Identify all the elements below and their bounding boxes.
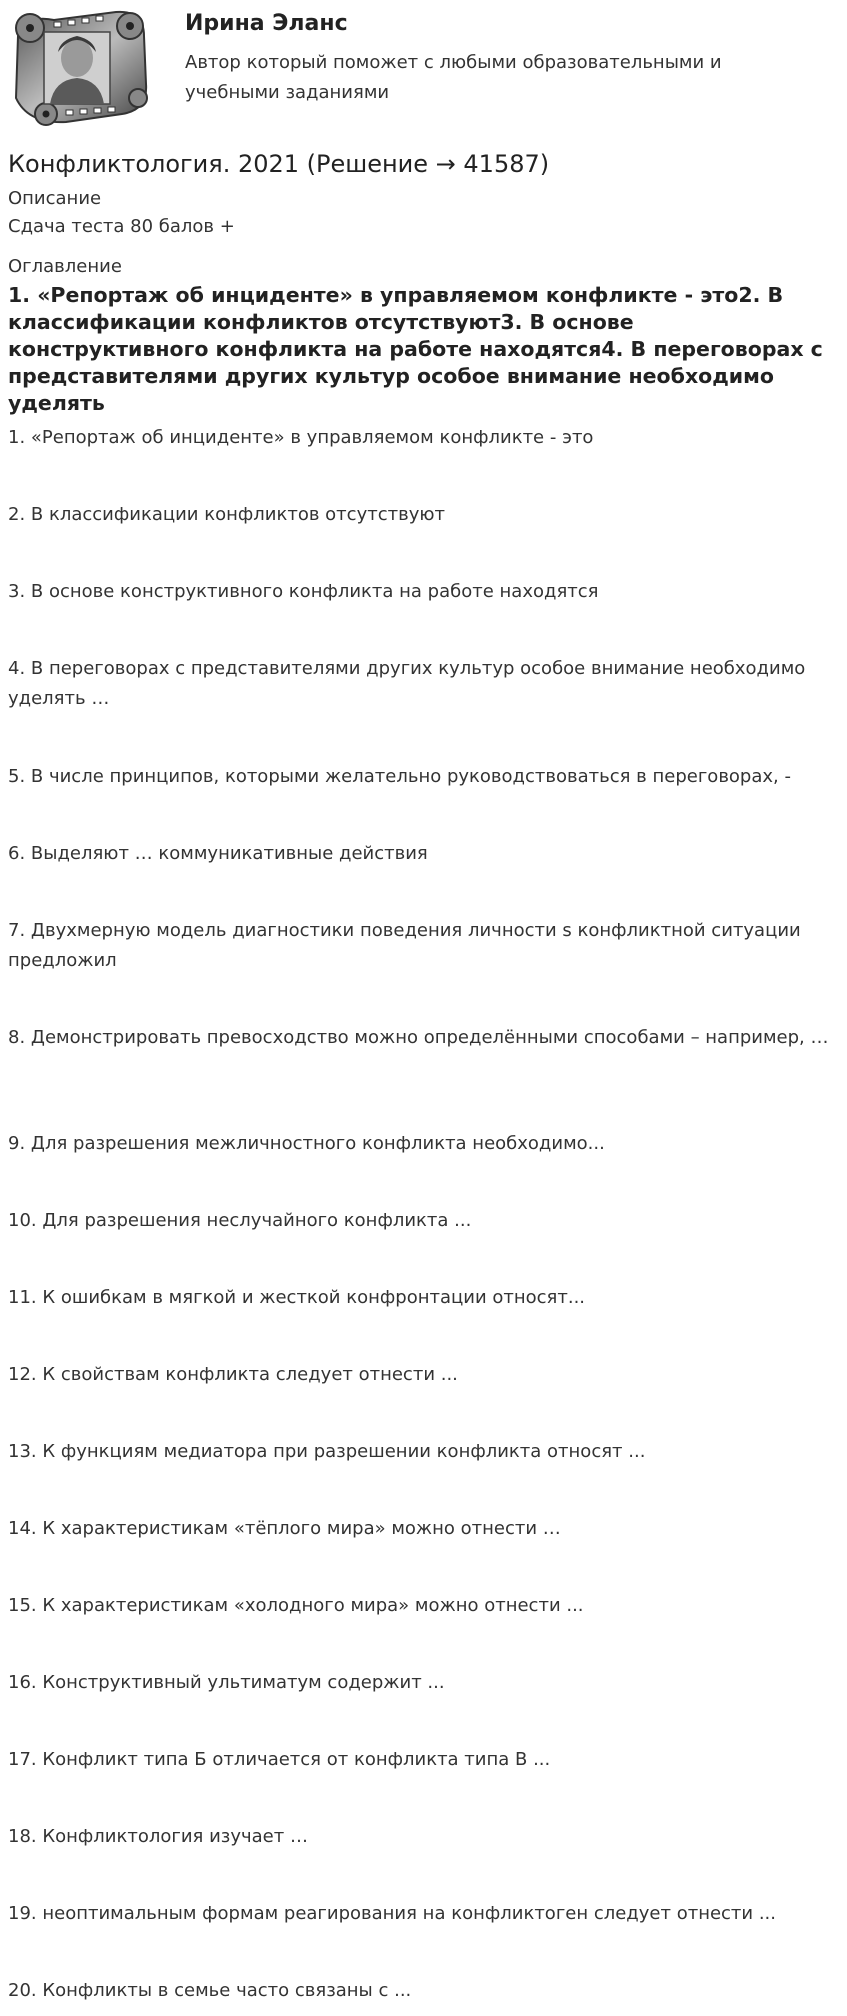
question-item-8[interactable]: 8. Демонстрировать превосходство можно определёнными способами – например, … xyxy=(8,1027,829,1048)
author-description: Автор который поможет с любыми образовательными и учебными заданиями xyxy=(185,52,722,103)
question-item-6[interactable]: 6. Выделяют … коммуникативные действия xyxy=(8,843,428,864)
description-text: Сдача теста 80 балов + xyxy=(8,216,235,237)
question-item-15[interactable]: 15. К характеристикам «холодного мира» можно отнести ... xyxy=(8,1595,584,1616)
question-item-14[interactable]: 14. К характеристикам «тёплого мира» можно отнести … xyxy=(8,1518,561,1539)
question-item-17[interactable]: 17. Конфликт типа Б отличается от конфликта типа В ... xyxy=(8,1749,551,1770)
page-title: Конфликтология. 2021 (Решение → 41587) xyxy=(8,150,550,178)
question-item-1[interactable]: 1. «Репортаж об инциденте» в управляемом конфликте - это xyxy=(8,427,594,448)
question-item-2[interactable]: 2. В классификации конфликтов отсутствуют xyxy=(8,504,445,525)
question-item-9[interactable]: 9. Для разрешения межличностного конфликта необходимо... xyxy=(8,1133,605,1154)
author-name[interactable]: Ирина Эланс xyxy=(185,11,348,36)
question-item-4[interactable]: 4. В переговорах с представителями других культур особое внимание необходимо уделять … xyxy=(8,658,806,709)
question-item-10[interactable]: 10. Для разрешения неслучайного конфликта ... xyxy=(8,1210,472,1231)
question-item-5[interactable]: 5. В числе принципов, которыми желательно руководствоваться в переговорах, - xyxy=(8,766,791,787)
question-item-7[interactable]: 7. Двухмерную модель диагностики поведения личности s конфликтной ситуации предложил xyxy=(8,920,801,971)
question-item-13[interactable]: 13. К функциям медиатора при разрешении конфликта относят ... xyxy=(8,1441,646,1462)
toc-heading[interactable]: 1. «Репортаж об инциденте» в управляемом конфликте - это2. В классификации конфликтов отсутствуют3. В основе конструктивного конфликта на работе находятся4. В переговорах с представителями других культур особое внимание необходимо уделять xyxy=(8,283,823,415)
question-item-3[interactable]: 3. В основе конструктивного конфликта на работе находятся xyxy=(8,581,599,602)
description-label: Описание xyxy=(8,188,102,209)
question-item-19[interactable]: 19. неоптимальным формам реагирования на конфликтоген следует отнести ... xyxy=(8,1903,776,1924)
question-item-18[interactable]: 18. Конфликтология изучает … xyxy=(8,1826,308,1847)
question-item-20[interactable]: 20. Конфликты в семье часто связаны с ... xyxy=(8,1980,412,2001)
question-item-11[interactable]: 11. К ошибкам в мягкой и жесткой конфронтации относят... xyxy=(8,1287,586,1308)
film-reel-avatar-icon[interactable] xyxy=(6,6,150,126)
toc-label: Оглавление xyxy=(8,256,122,277)
question-item-12[interactable]: 12. К свойствам конфликта следует отнести ... xyxy=(8,1364,458,1385)
question-item-16[interactable]: 16. Конструктивный ультиматум содержит ... xyxy=(8,1672,445,1693)
author-header xyxy=(0,0,847,130)
